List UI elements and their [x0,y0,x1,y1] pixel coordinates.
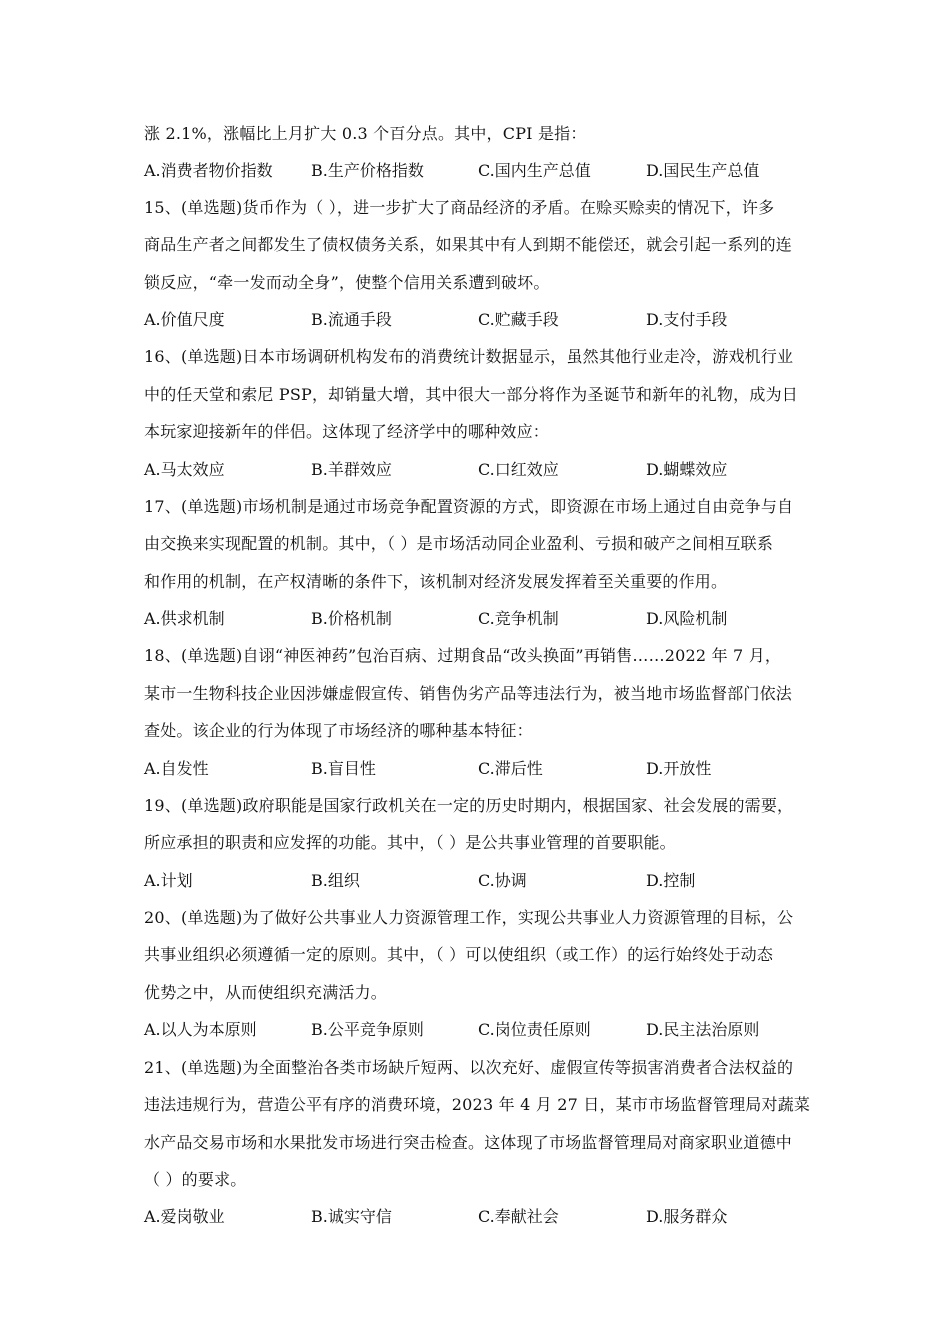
question-17-option-d: D.风险机制 [646,609,728,628]
question-21-line: 水产品交易市场和水果批发市场进行突击检查。这体现了市场监督管理局对商家职业道德中 [144,1133,793,1152]
question-15-option-b: B.流通手段 [311,310,392,329]
question-16-option-a: A.马太效应 [144,460,225,479]
question-20-option-c: C.岗位责任原则 [478,1020,591,1039]
question-15-option-d: D.支付手段 [646,310,728,329]
question-21-option-c: C.奉献社会 [478,1207,559,1226]
question-19-option-d: D.控制 [646,871,696,890]
question-21-option-a: A.爱岗敬业 [144,1207,225,1226]
question-21-line: 违法违规行为，营造公平有序的消费环境，2023 年 4 月 27 日，某市市场监督管理局对蔬菜 [144,1095,811,1114]
intro-option-b: B.生产价格指数 [311,161,424,180]
question-19-option-b: B.组织 [311,871,360,890]
question-20-line: 共事业组织必须遵循一定的原则。其中，（ ）可以使组织（或工作）的运行始终处于动态 [144,945,774,964]
question-15-option-a: A.价值尺度 [144,310,225,329]
question-20-line: 20、(单选题)为了做好公共事业人力资源管理工作，实现公共事业人力资源管理的目标，公 [144,908,794,927]
question-18-line: 查处。该企业的行为体现了市场经济的哪种基本特征： [144,721,533,740]
question-18-line: 18、(单选题)自诩“神医神药”包治百病、过期食品“改头换面”再销售……2022 年 7 月， [144,646,782,665]
question-16-option-d: D.蝴蝶效应 [646,460,728,479]
question-21-option-d: D.服务群众 [646,1207,728,1226]
question-20-option-a: A.以人为本原则 [144,1020,257,1039]
question-15-line: 商品生产者之间都发生了债权债务关系，如果其中有人到期不能偿还，就会引起一系列的连 [144,235,793,254]
question-19-line: 19、(单选题)政府职能是国家行政机关在一定的历史时期内，根据国家、社会发展的需要， [144,796,794,815]
question-16-line: 中的任天堂和索尼 PSP，却销量大增，其中很大一部分将作为圣诞节和新年的礼物，成为日 [144,385,798,404]
question-18-option-b: B.盲目性 [311,759,376,778]
question-16-line: 本玩家迎接新年的伴侣。这体现了经济学中的哪种效应： [144,422,550,441]
question-16-option-c: C.口红效应 [478,460,559,479]
question-20-line: 优势之中，从而使组织充满活力。 [144,983,388,1002]
question-18-option-d: D.开放性 [646,759,712,778]
question-17-line: 和作用的机制，在产权清晰的条件下，该机制对经济发展发挥着至关重要的作用。 [144,572,728,591]
intro-option-d: D.国民生产总值 [646,161,760,180]
question-18-option-c: C.滞后性 [478,759,543,778]
question-21-line: （ ）的要求。 [144,1170,247,1189]
question-19-line: 所应承担的职责和应发挥的功能。其中，（ ）是公共事业管理的首要职能。 [144,833,676,852]
intro-option-a: A.消费者物价指数 [144,161,273,180]
question-21-line: 21、(单选题)为全面整治各类市场缺斤短两、以次充好、虚假宣传等损害消费者合法权益的 [144,1058,794,1077]
question-17-option-b: B.价格机制 [311,609,392,628]
intro-text: 涨 2.1%，涨幅比上月扩大 0.3 个百分点。其中，CPI 是指： [144,124,587,143]
question-19-option-a: A.计划 [144,871,193,890]
question-20-option-d: D.民主法治原则 [646,1020,760,1039]
question-15-line: 15、(单选题)货币作为（ ），进一步扩大了商品经济的矛盾。在赊买赊卖的情况下，许多 [144,198,775,217]
question-17-option-c: C.竞争机制 [478,609,559,628]
question-17-option-a: A.供求机制 [144,609,225,628]
question-16-option-b: B.羊群效应 [311,460,392,479]
question-17-line: 由交换来实现配置的机制。其中，（ ）是市场活动同企业盈利、亏损和破产之间相互联系 [144,534,774,553]
question-15-line: 锁反应，“牵一发而动全身”，使整个信用关系遭到破坏。 [144,273,550,292]
question-18-option-a: A.自发性 [144,759,209,778]
question-16-line: 16、(单选题)日本市场调研机构发布的消费统计数据显示，虽然其他行业走冷，游戏机行业 [144,347,794,366]
question-19-option-c: C.协调 [478,871,527,890]
intro-option-c: C.国内生产总值 [478,161,591,180]
question-15-option-c: C.贮藏手段 [478,310,559,329]
question-21-option-b: B.诚实守信 [311,1207,392,1226]
question-20-option-b: B.公平竞争原则 [311,1020,424,1039]
question-18-line: 某市一生物科技企业因涉嫌虚假宣传、销售伪劣产品等违法行为，被当地市场监督部门依法 [144,684,793,703]
question-17-line: 17、(单选题)市场机制是通过市场竞争配置资源的方式，即资源在市场上通过自由竞争与自 [144,497,794,516]
